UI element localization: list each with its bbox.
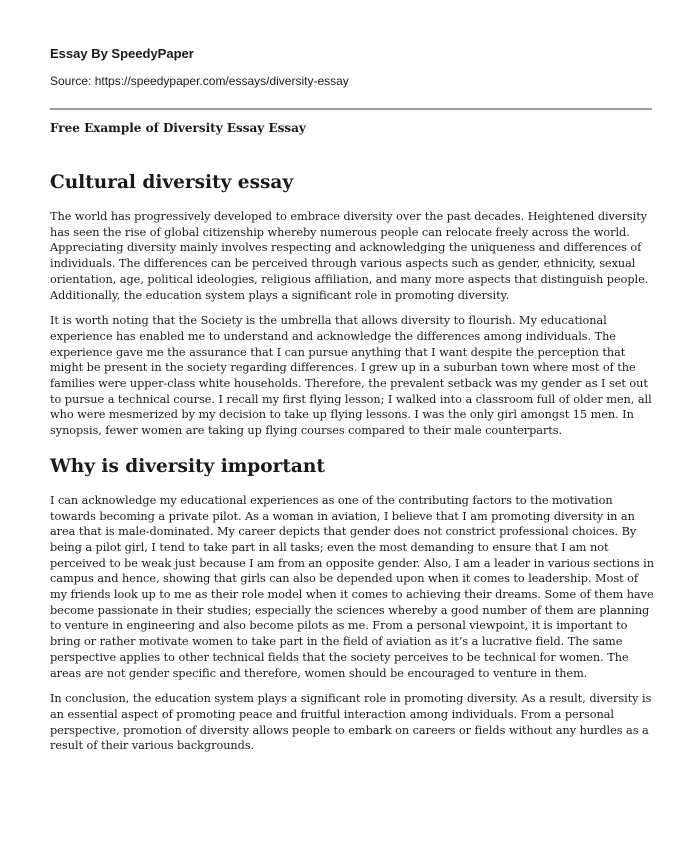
- paragraph: I can acknowledge my educational experiences as one of the contributing factors to the motivation towards becoming a private pilot. As a woman in aviation, I believe that I am promoting diversity in an area that is male-dominated. My career depicts that gender does not constrict professional choices. By being a pilot girl, I tend to take part in all tasks; even the most demanding to ensure that I am not perceived to be weak just because I am from an opposite gender. Also, I am a leader in various sections in campus and hence, showing that girls can also be depended upon when it comes to leadership. Most of my friends look up to me as their role model when it comes to achieving their dreams. Some of them have become passionate in their studies; especially the sciences whereby a good number of them are planning to venture in engineering and also become pilots as me. From a personal viewpoint, it is important to bring or rather motivate women to take part in the field of aviation as it’s a lucrative field. The same perspective applies to other technical fields that the society perceives to be technical for women. The areas are not gender specific and therefore, women should be encouraged to venture in them.: [50, 493, 654, 680]
- paragraph: The world has progressively developed to embrace diversity over the past decades. Heightened diversity has seen the rise of global citizenship whereby numerous people can relocate freely across the world. Appreciating diversity mainly involves respecting and acknowledging the uniqueness and differences of individuals. The differences can be perceived through various aspects such as gender, ethnicity, sexual orientation, age, political ideologies, religious affiliation, and many more aspects that distinguish people. Additionally, the education system plays a significant role in promoting diversity.: [50, 210, 649, 302]
- essay-content: [50, 170, 654, 764]
- paragraph: In conclusion, the education system plays a significant role in promoting diversity. As a result, diversity is an essential aspect of promoting peace and fruitful interaction among individuals. From a personal perspective, promotion of diversity allows people to embark on careers or fields without any hurdles as a result of their various backgrounds.: [50, 692, 652, 753]
- heading-cultural-diversity: Cultural diversity essay: [50, 172, 294, 193]
- divider: [50, 108, 652, 110]
- site-title: Essay By SpeedyPaper: [50, 46, 194, 61]
- paragraph: It is worth noting that the Society is the umbrella that allows diversity to flourish. My educational experience has enabled me to understand and acknowledge the differences among individuals. The experience gave me the assurance that I can pursue anything that I want despite the perception that might be present in the society regarding differences. I grew up in a suburban town where most of the families were upper-class white households. Therefore, the prevalent setback was my gender as I set out to pursue a technical course. I recall my first flying lesson; I walked into a classroom full of older men, all who were mesmerized by my decision to take up flying lessons. I was the only girl amongst 15 men. In synopsis, fewer women are taking up flying courses compared to their male counterparts.: [50, 314, 652, 438]
- heading-why-diversity-important: Why is diversity important: [50, 455, 325, 477]
- document-subtitle: Free Example of Diversity Essay Essay: [50, 121, 306, 135]
- source-line: Source: https://speedypaper.com/essays/diversity-essay: [50, 74, 349, 88]
